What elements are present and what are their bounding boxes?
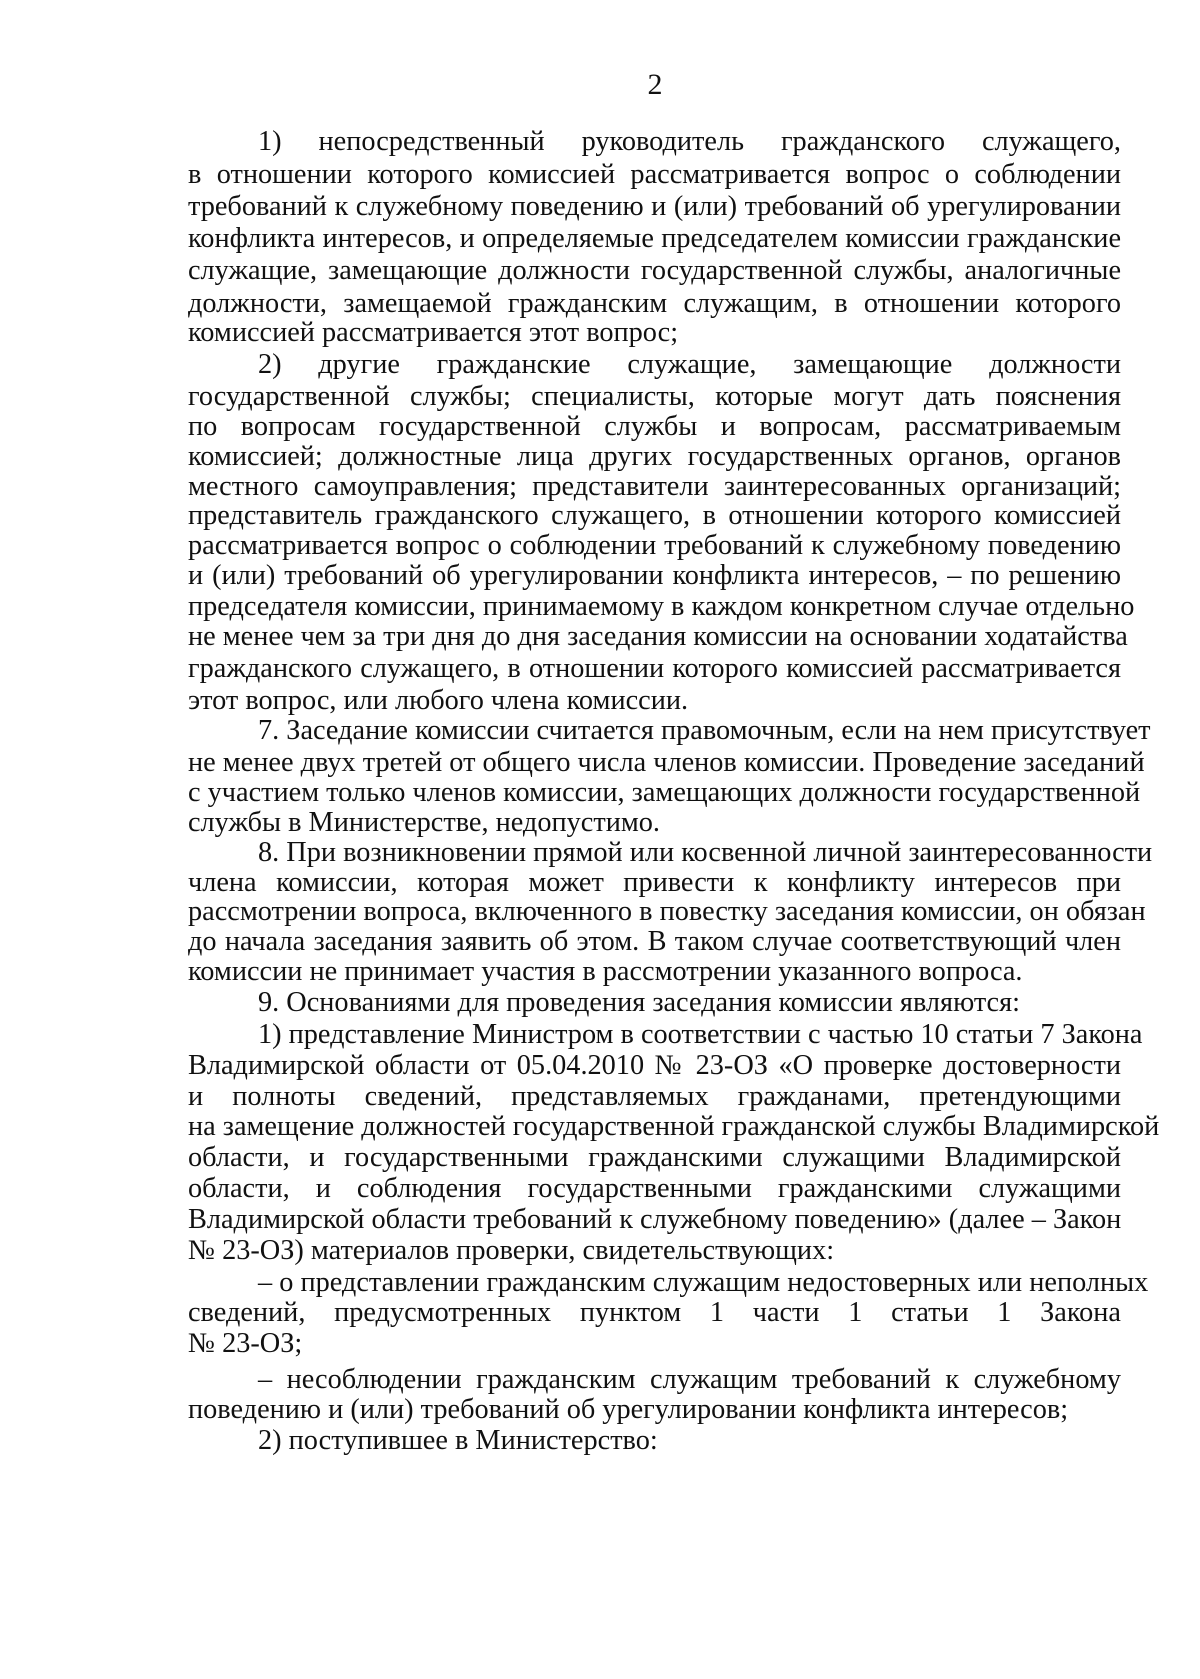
text-line: 1) представление Министром в соответствии с частью 10 статьи 7 Закона xyxy=(258,1019,1143,1050)
text-line: Владимирской области от 05.04.2010 № 23-ОЗ «О проверке достоверности xyxy=(188,1050,1121,1081)
text-line: не менее двух третей от общего числа членов комиссии. Проведение заседаний xyxy=(188,747,1145,778)
text-line: поведению и (или) требований об урегулировании конфликта интересов; xyxy=(188,1394,1069,1425)
text-line: 7. Заседание комиссии считается правомочным, если на нем присутствует xyxy=(258,715,1151,746)
text-line: рассмотрении вопроса, включенного в повестку заседания комиссии, он обязан xyxy=(188,896,1146,927)
text-line: 1) непосредственный руководитель гражданского служащего, xyxy=(258,126,1121,157)
text-line: на замещение должностей государственной гражданской службы Владимирской xyxy=(188,1111,1160,1142)
text-line: члена комиссии, которая может привести к конфликту интересов при xyxy=(188,867,1121,898)
text-line: и (или) требований об урегулировании конфликта интересов, – по решению xyxy=(188,560,1121,591)
text-line: и полноты сведений, представляемых гражданами, претендующими xyxy=(188,1081,1121,1112)
text-line: – несоблюдении гражданским служащим требований к служебному xyxy=(258,1364,1121,1395)
text-line: требований к служебному поведению и (или) требований об урегулировании xyxy=(188,191,1121,222)
text-line: области, и государственными гражданскими служащими Владимирской xyxy=(188,1142,1121,1173)
text-line: должности, замещаемой гражданским служащим, в отношении которого xyxy=(188,288,1121,319)
text-line: № 23-ОЗ) материалов проверки, свидетельствующих: xyxy=(188,1235,835,1266)
text-line: не менее чем за три дня до дня заседания комиссии на основании ходатайства xyxy=(188,621,1128,652)
text-line: этот вопрос, или любого члена комиссии. xyxy=(188,685,689,716)
text-line: председателя комиссии, принимаемому в каждом конкретном случае отдельно xyxy=(188,591,1135,622)
text-line: области, и соблюдения государственными гражданскими служащими xyxy=(188,1173,1121,1204)
text-line: с участием только членов комиссии, замещающих должности государственной xyxy=(188,777,1141,808)
text-line: гражданского служащего, в отношении которого комиссией рассматривается xyxy=(188,653,1121,684)
text-line: по вопросам государственной службы и вопросам, рассматриваемым xyxy=(188,411,1121,442)
text-line: рассматривается вопрос о соблюдении требований к служебному поведению xyxy=(188,530,1121,561)
page-number: 2 xyxy=(647,68,663,101)
text-line: 9. Основаниями для проведения заседания комиссии являются: xyxy=(258,987,1020,1018)
text-line: 2) поступившее в Министерство: xyxy=(258,1425,658,1456)
text-line: 8. При возникновении прямой или косвенной личной заинтересованности xyxy=(258,837,1153,868)
text-line: – о представлении гражданским служащим недостоверных или неполных xyxy=(258,1267,1149,1298)
text-line: службы в Министерстве, недопустимо. xyxy=(188,807,660,838)
text-line: местного самоуправления; представители заинтересованных организаций; xyxy=(188,471,1121,502)
text-line: государственной службы; специалисты, которые могут дать пояснения xyxy=(188,381,1121,412)
text-line: в отношении которого комиссией рассматривается вопрос о соблюдении xyxy=(188,159,1121,190)
text-line: комиссией рассматривается этот вопрос; xyxy=(188,317,679,348)
text-line: Владимирской области требований к служебному поведению» (далее – Закон xyxy=(188,1204,1122,1235)
text-line: № 23-ОЗ; xyxy=(188,1328,303,1359)
text-line: комиссии не принимает участия в рассмотрении указанного вопроса. xyxy=(188,956,1023,987)
text-line: сведений, предусмотренных пунктом 1 части 1 статьи 1 Закона xyxy=(188,1297,1121,1328)
text-line: представитель гражданского служащего, в отношении которого комиссией xyxy=(188,500,1121,531)
text-line: до начала заседания заявить об этом. В таком случае соответствующий член xyxy=(188,926,1121,957)
text-line: служащие, замещающие должности государственной службы, аналогичные xyxy=(188,255,1121,286)
text-line: комиссией; должностные лица других государственных органов, органов xyxy=(188,441,1121,472)
text-line: 2) другие гражданские служащие, замещающие должности xyxy=(258,349,1121,380)
text-line: конфликта интересов, и определяемые председателем комиссии гражданские xyxy=(188,223,1121,254)
